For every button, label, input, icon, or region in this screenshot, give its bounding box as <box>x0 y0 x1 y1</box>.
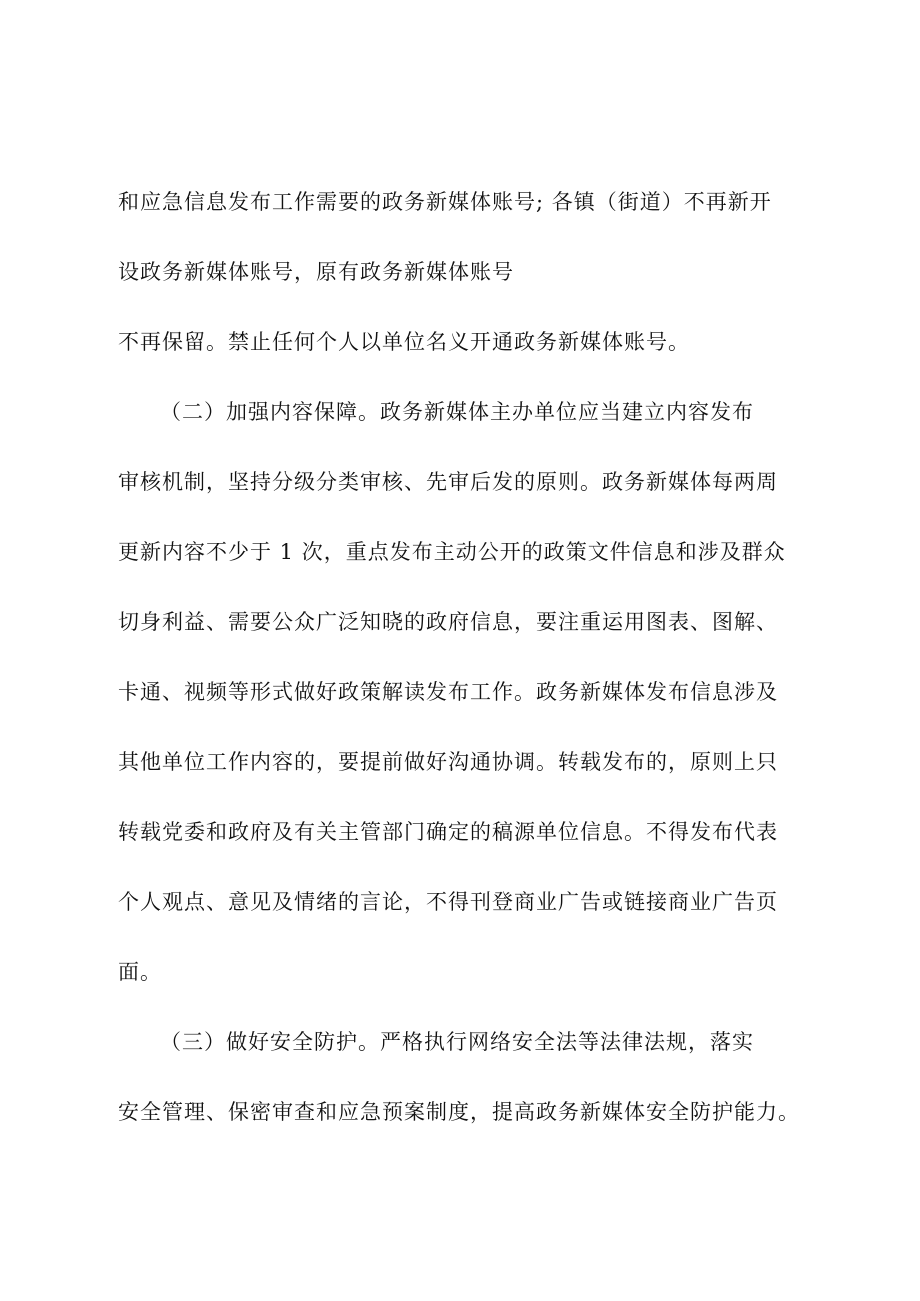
text-line: 转载党委和政府及有关主管部门确定的稿源单位信息。不得发布代表 <box>118 820 778 844</box>
text-line: 设政务新媒体账号，原有政务新媒体账号 <box>118 260 514 284</box>
text-line: 其他单位工作内容的，要提前做好沟通协调。转载发布的，原则上只 <box>118 750 778 774</box>
text-line: 面。 <box>118 960 162 984</box>
paragraph-start-line: （三）做好安全防护。严格执行网络安全法等法律法规，落实 <box>160 1030 754 1054</box>
text-line: 个人观点、意见及情绪的言论，不得刊登商业广告或链接商业广告页 <box>118 890 778 914</box>
text-line: 和应急信息发布工作需要的政务新媒体账号; 各镇（街道）不再新开 <box>118 190 772 214</box>
text-line: 卡通、视频等形式做好政策解读发布工作。政务新媒体发布信息涉及 <box>118 680 778 704</box>
text-line: 更新内容不少于 1 次，重点发布主动公开的政策文件信息和涉及群众 <box>118 540 786 564</box>
text-line: 切身利益、需要公众广泛知晓的政府信息，要注重运用图表、图解、 <box>118 610 778 634</box>
text-line: 审核机制，坚持分级分类审核、先审后发的原则。政务新媒体每两周 <box>118 470 778 494</box>
text-line: 不再保留。禁止任何个人以单位名义开通政务新媒体账号。 <box>118 330 690 354</box>
paragraph-start-line: （二）加强内容保障。政务新媒体主办单位应当建立内容发布 <box>160 400 754 424</box>
text-line: 安全管理、保密审查和应急预案制度，提高政务新媒体安全防护能力。 <box>118 1100 800 1124</box>
